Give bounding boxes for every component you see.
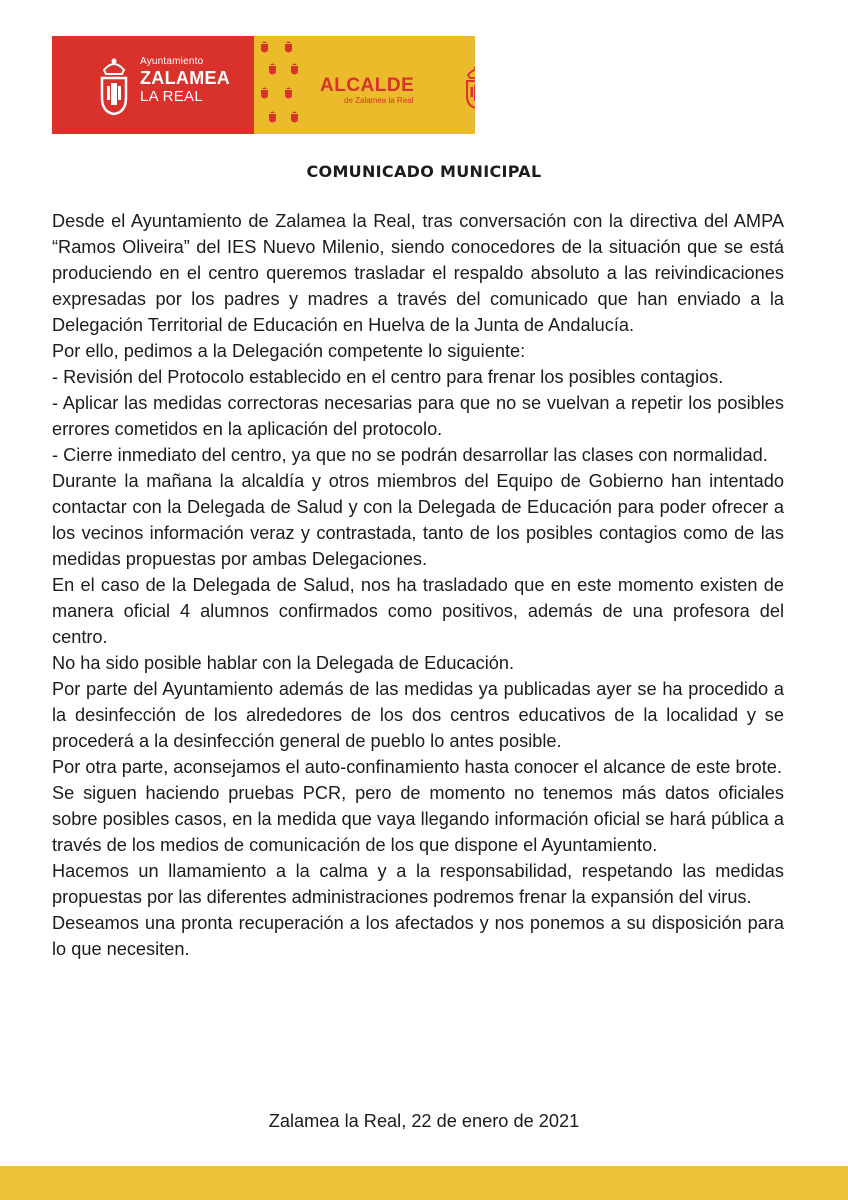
paragraph: Deseamos una pronta recuperación a los afectados y nos ponemos a su disposición para lo que necesiten.: [52, 913, 784, 959]
paragraph: Se siguen haciendo pruebas PCR, pero de momento no tenemos más datos oficiales sobre posibles casos, en la medida que vaya llegando información oficial se hará pública a través de los medios de comunicación de los que dispone el Ayuntamiento.: [52, 783, 784, 855]
paragraph: - Aplicar las medidas correctoras necesarias para que no se vuelvan a repetir los posibles errores cometidos en la aplicación del protocolo.: [52, 393, 784, 439]
paragraph: - Revisión del Protocolo establecido en el centro para frenar los posibles contagios.: [52, 367, 724, 387]
footer-bar: [0, 1166, 848, 1200]
town-crest-icon: [464, 65, 475, 109]
paragraph: No ha sido posible hablar con la Delegada de Educación.: [52, 653, 515, 673]
crest-pattern-strip: [254, 36, 304, 134]
paragraph: Desde el Ayuntamiento de Zalamea la Real, tras conversación con la directiva del AMPA “Ramos Oliveira” del IES Nuevo Milenio, siendo conocedores de la situación que se está produciendo en el centro queremos trasladar el respaldo absoluto a las reivindicaciones expresadas por los padres y madres a través del comunicado que han enviado a la Delegación Territorial de Educación en Huelva de la Junta de Andalucía.: [52, 211, 784, 335]
logo-line-la-real: LA REAL: [140, 88, 203, 105]
paragraph: - Cierre inmediato del centro, ya que no se podrán desarrollar las clases con normalidad.: [52, 445, 768, 465]
mini-crest-icon: [268, 110, 277, 123]
logo-line-zalamea: ZALAMEA: [140, 68, 231, 88]
mini-crest-icon: [290, 62, 299, 75]
mini-crest-icon: [260, 86, 269, 99]
paragraph: Hacemos un llamamiento a la calma y a la responsabilidad, respetando las medidas propuestas por las diferentes administraciones podremos frenar la expansión del virus.: [52, 861, 784, 907]
paragraph: Durante la mañana la alcaldía y otros miembros del Equipo de Gobierno han intentado contactar con la Delegada de Salud y con la Delegada de Educación para poder ofrecer a los vecinos información veraz y contrastada, tanto de los posibles contagios como de las medidas propuestas por ambas Delegaciones.: [52, 471, 784, 569]
logo-line-ayuntamiento: Ayuntamiento: [140, 56, 204, 67]
mini-crest-icon: [284, 40, 293, 53]
ayuntamiento-logo: [52, 36, 254, 134]
paragraph: Por parte del Ayuntamiento además de las medidas ya publicadas ayer se ha procedido a la desinfección de los alrededores de los dos centros educativos de la localidad y se procederá a la desinfección general de pueblo lo antes posible.: [52, 679, 784, 751]
header-banner: [52, 36, 475, 134]
alcalde-title: ALCALDE: [320, 75, 415, 96]
paragraph: Por otra parte, aconsejamos el auto-confinamiento hasta conocer el alcance de este brote.: [52, 757, 782, 777]
paragraph: En el caso de la Delegada de Salud, nos ha trasladado que en este momento existen de manera oficial 4 alumnos confirmados como positivos, además de una profesora del centro.: [52, 575, 784, 647]
paragraph: Por ello, pedimos a la Delegación competente lo siguiente:: [52, 341, 526, 361]
mini-crest-icon: [290, 110, 299, 123]
document-body: [52, 208, 784, 962]
town-crest-icon: [98, 56, 130, 116]
mini-crest-icon: [284, 86, 293, 99]
place-date-signature: Zalamea la Real, 22 de enero de 2021: [268, 1111, 580, 1131]
alcalde-subtitle: de Zalamea la Real: [344, 96, 414, 105]
mini-crest-icon: [268, 62, 277, 75]
mini-crest-icon: [260, 40, 269, 53]
document-heading: COMUNICADO MUNICIPAL: [306, 162, 542, 181]
alcalde-logo: [304, 36, 475, 134]
